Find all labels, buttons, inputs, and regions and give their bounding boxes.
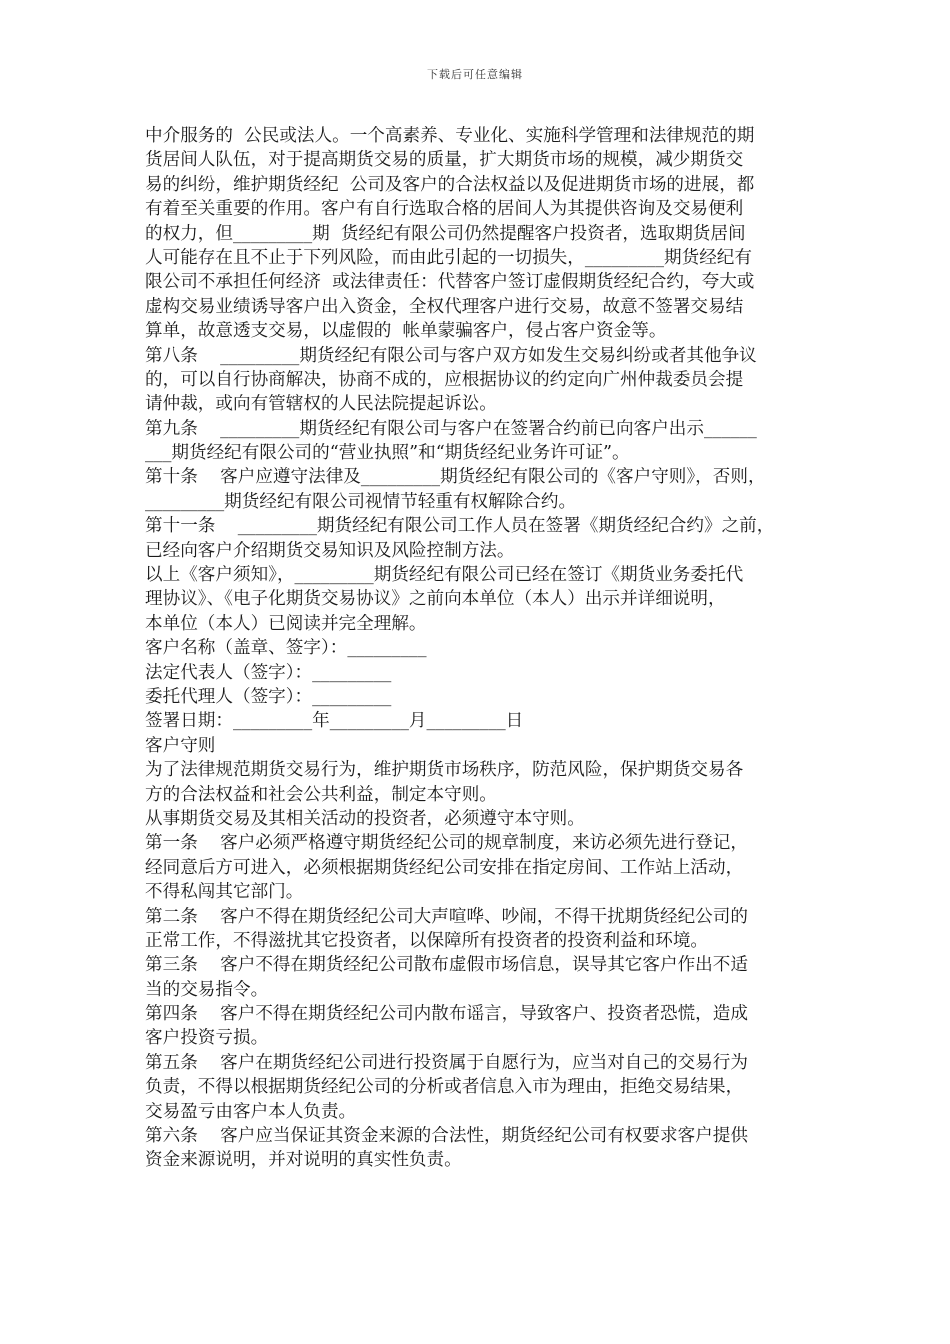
text-line: 限公司不承担任何经济 或法律责任：代替客户签订虚假期货经纪合约，夸大或 <box>145 272 755 293</box>
text-line: 客户投资亏损。 <box>145 1028 269 1049</box>
text-line: 不得私闯其它部门。 <box>145 882 304 903</box>
text-line: 有着至关重要的作用。客户有自行选取合格的居间人为其提供咨询及交易便利 <box>145 199 744 220</box>
document-body <box>145 124 815 1173</box>
rule-3: 第三条 客户不得在期货经纪公司散布虚假市场信息，误导其它客户作出不适 <box>145 955 748 976</box>
text-line: 人可能存在且不止于下列风险，而由此引起的一切损失，_________期货经纪有 <box>145 247 752 268</box>
text-line: 从事期货交易及其相关活动的投资者，必须遵守本守则。 <box>145 808 585 829</box>
agent-signature-field: 委托代理人（签字）：_________ <box>145 686 392 707</box>
text-line: 的权力，但_________期 货经纪有限公司仍然提醒客户投资者，选取期货居间 <box>145 223 746 244</box>
section-title-client-rules: 客户守则 <box>145 735 216 756</box>
text-line: 的，可以自行协商解决，协商不成的，应根据协议的约定向广州仲裁委员会提 <box>145 369 744 390</box>
text-line: _________期货经纪有限公司视情节轻重有权解除合约。 <box>145 491 577 512</box>
text-line: 为了法律规范期货交易行为，维护期货市场秩序，防范风险，保护期货交易各 <box>145 760 744 781</box>
text-line: 虚构交易业绩诱导客户出入资金，全权代理客户进行交易，故意不签署交易结 <box>145 296 744 317</box>
text-line: 正常工作，不得滋扰其它投资者，以保障所有投资者的投资利益和环境。 <box>145 930 709 951</box>
legal-representative-signature-field: 法定代表人（签字）：_________ <box>145 662 392 683</box>
signing-date-field: 签署日期：_________年_________月_________日 <box>145 711 524 732</box>
text-line: 已经向客户介绍期货交易知识及风险控制方法。 <box>145 540 515 561</box>
article-10: 第十条 客户应遵守法律及_________期货经纪有限公司的《客户守则》，否则， <box>145 467 766 488</box>
text-line: 算单，故意透支交易，以虚假的 帐单蒙骗客户，侵占客户资金等。 <box>145 321 667 342</box>
article-9: 第九条 _________期货经纪有限公司与客户在签署合约前已向客户出示______ <box>145 418 757 439</box>
text-line: 货居间人队伍，对于提高期货交易的质量，扩大期货市场的规模，减少期货交 <box>145 150 744 171</box>
text-line: 中介服务的 公民或法人。一个高素养、专业化、实施科学管理和法律规范的期 <box>145 126 755 146</box>
page-header: 下载后可任意编辑 <box>427 68 523 81</box>
text-line: 以上《客户须知》，_________期货经纪有限公司已经在签订《期货业务委托代 <box>145 565 744 586</box>
rule-1: 第一条 客户必须严格遵守期货经纪公司的规章制度，来访必须先进行登记， <box>145 833 748 854</box>
text-line: 易的纠纷，维护期货经纪 公司及客户的合法权益以及促进期货市场的进展，都 <box>145 174 755 195</box>
text-line: 本单位（本人）已阅读并完全理解。 <box>145 613 427 634</box>
text-line: ___期货经纪有限公司的“营业执照”和“期货经纪业务许可证”。 <box>145 443 630 464</box>
rule-4: 第四条 客户不得在期货经纪公司内散布谣言，导致客户、投资者恐慌，造成 <box>145 1004 748 1025</box>
text-line: 请仲裁，或向有管辖权的人民法院提起诉讼。 <box>145 394 497 415</box>
article-8: 第八条 _________期货经纪有限公司与客户双方如发生交易纠纷或者其他争议 <box>145 345 757 366</box>
article-11: 第十一条 _________期货经纪有限公司工作人员在签署《期货经纪合约》之前， <box>145 516 775 537</box>
rule-6: 第六条 客户应当保证其资金来源的合法性，期货经纪公司有权要求客户提供 <box>145 1126 748 1147</box>
rule-2: 第二条 客户不得在期货经纪公司大声喧哗、吵闹，不得干扰期货经纪公司的 <box>145 906 748 927</box>
text-line: 方的合法权益和社会公共利益，制定本守则。 <box>145 784 497 805</box>
text-line: 当的交易指令。 <box>145 979 269 1000</box>
text-line: 交易盈亏由客户本人负责。 <box>145 1101 357 1122</box>
text-line: 经同意后方可进入，必须根据期货经纪公司安排在指定房间、工作站上活动， <box>145 857 744 878</box>
text-line: 资金来源说明，并对说明的真实性负责。 <box>145 1150 462 1171</box>
client-name-signature-field: 客户名称（盖章、签字）：_________ <box>145 638 427 659</box>
rule-5: 第五条 客户在期货经纪公司进行投资属于自愿行为，应当对自己的交易行为 <box>145 1052 748 1073</box>
text-line: 负责，不得以根据期货经纪公司的分析或者信息入市为理由，拒绝交易结果， <box>145 1077 744 1098</box>
text-line: 理协议》、《电子化期货交易协议》之前向本单位（本人）出示并详细说明， <box>145 589 726 610</box>
